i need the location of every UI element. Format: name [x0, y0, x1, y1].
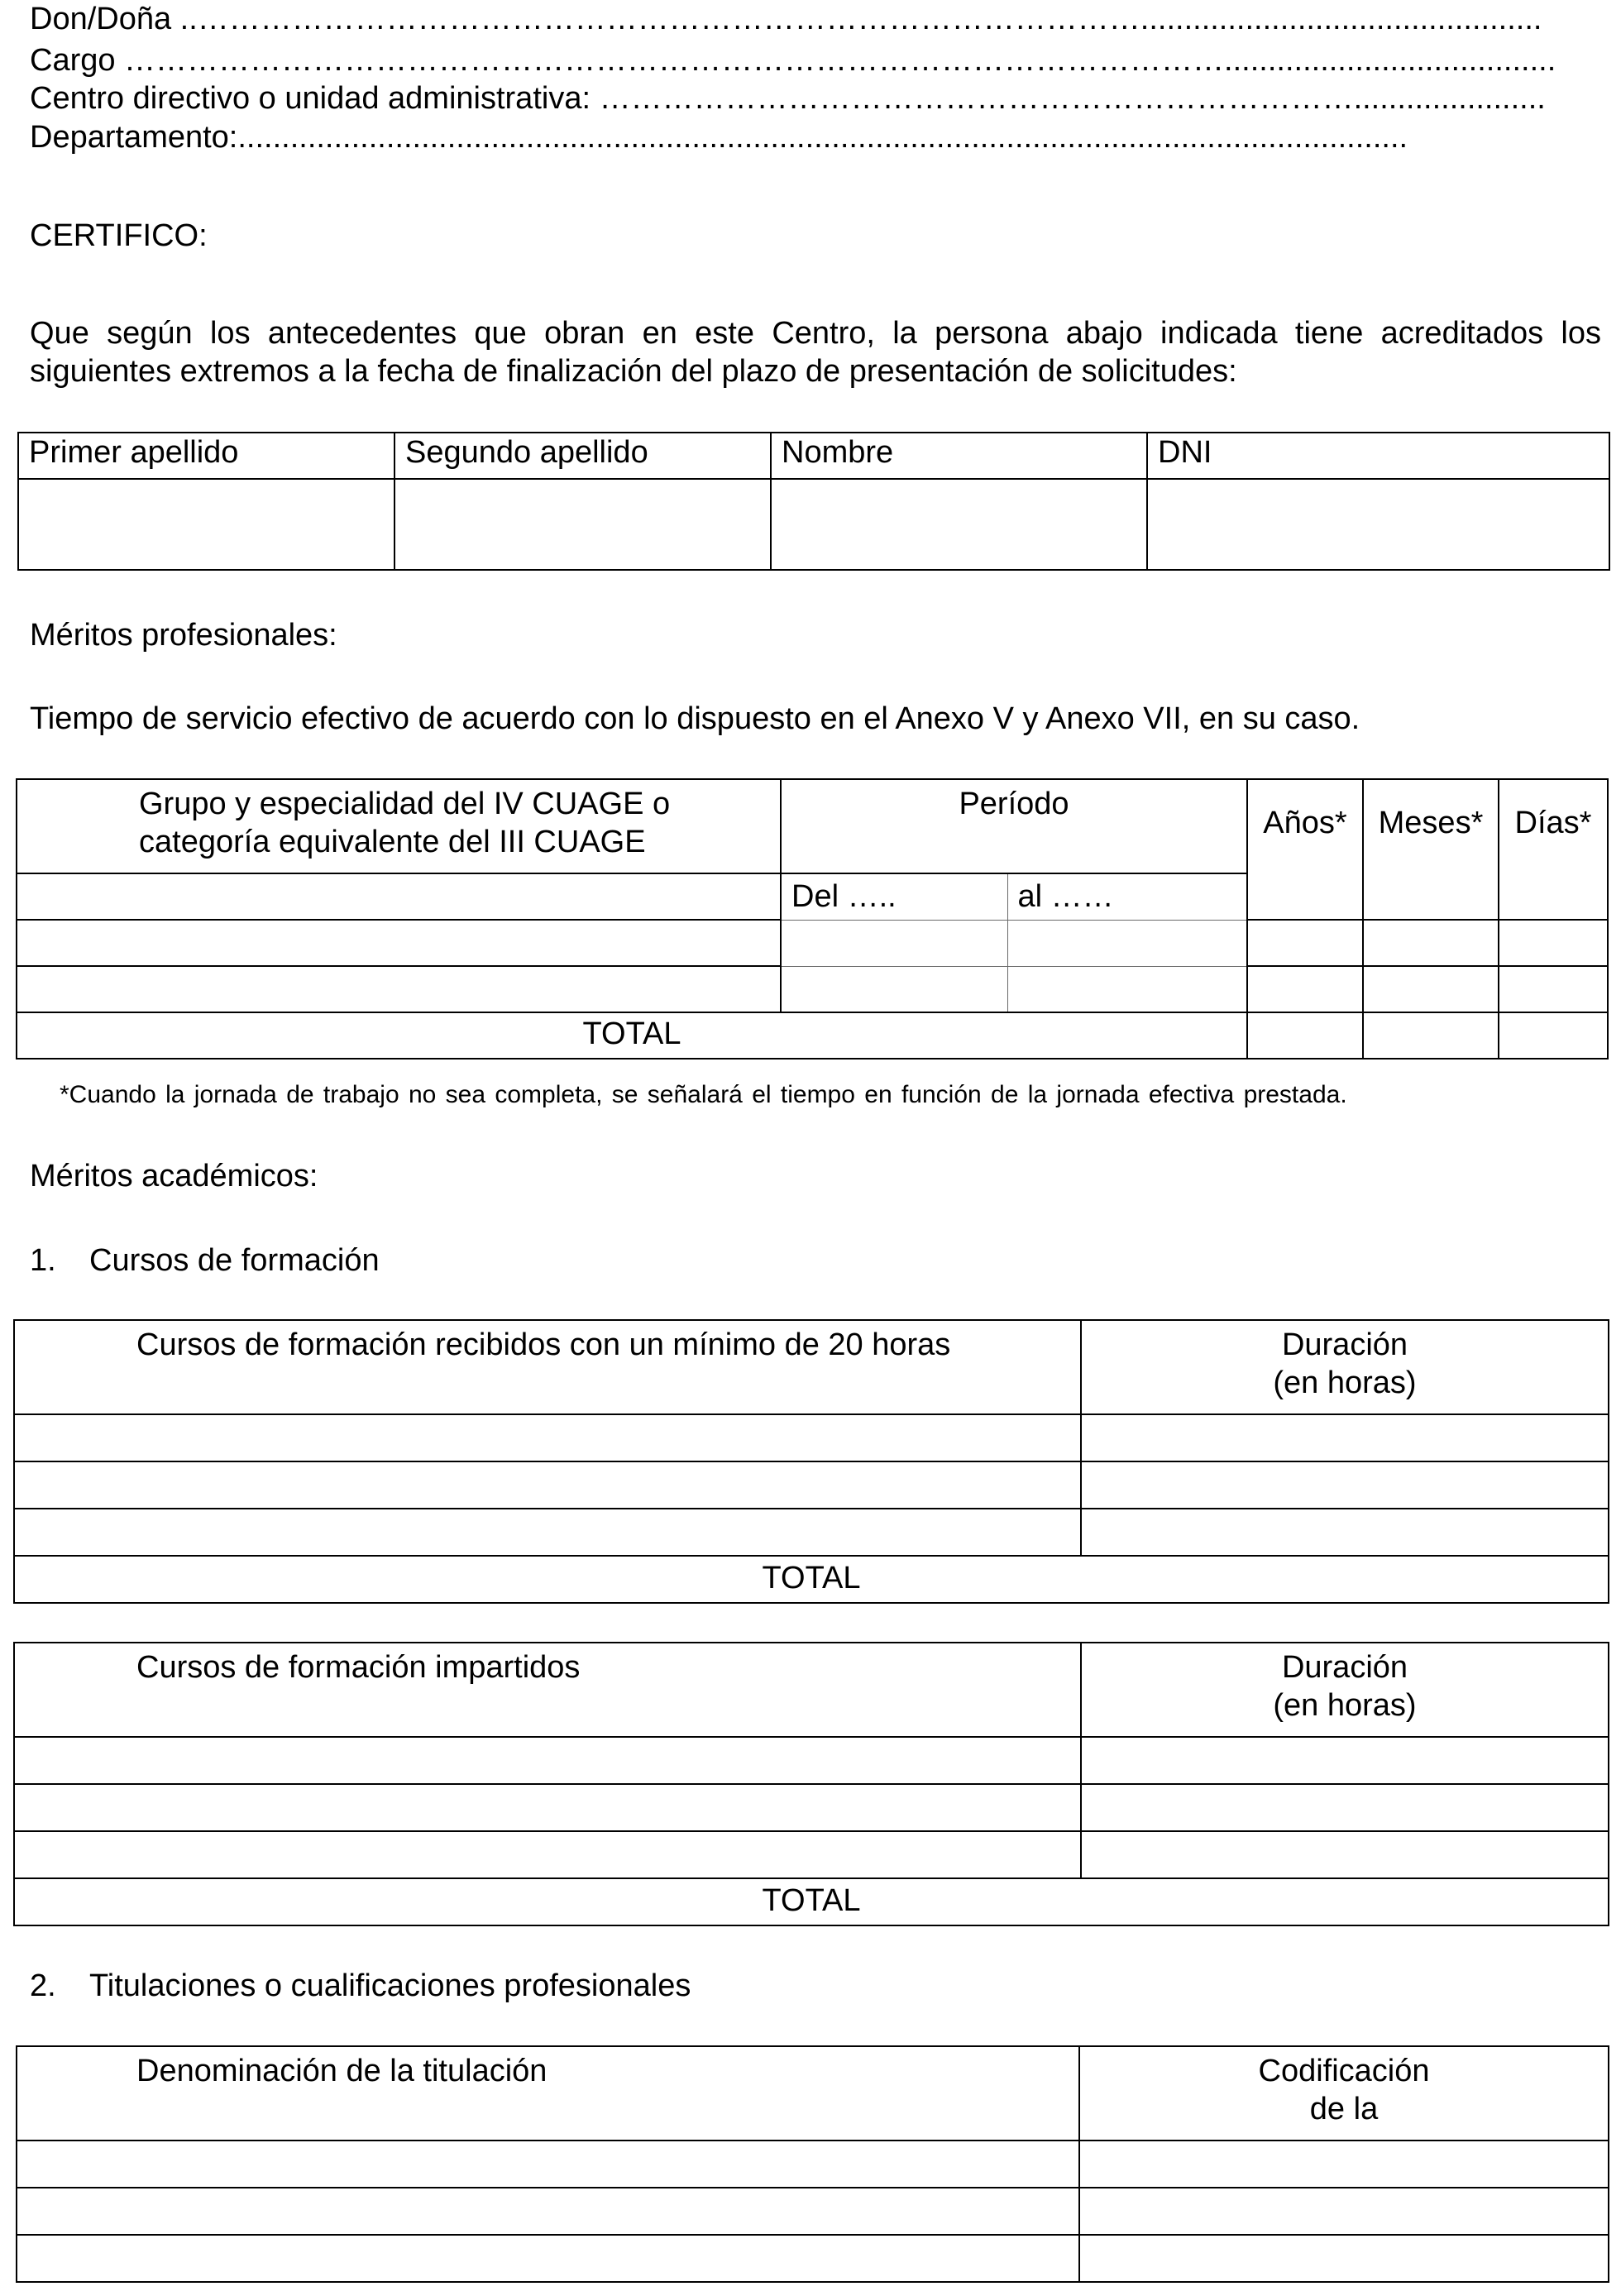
duracion-line-1: Duración: [1281, 1650, 1408, 1685]
header-cursos-recibidos: Cursos de formación recibidos con un mínimo de 20 horas: [14, 1320, 1081, 1414]
table-row: [14, 1737, 1609, 1784]
header-periodo: Período: [781, 779, 1247, 873]
cursos-recibidos-table: [13, 1319, 1609, 1604]
table-row: [14, 1461, 1609, 1509]
header-meses: Meses*: [1363, 779, 1499, 920]
cell-dias[interactable]: [1499, 966, 1608, 1012]
field-departamento: Departamento:......................................................................................................................................: [30, 120, 1408, 155]
header-duracion-recibidos: [1081, 1320, 1609, 1414]
codificacion-line-2: de la: [1309, 2092, 1379, 2126]
header-denominacion-titulacion: Denominación de la titulación: [17, 2046, 1079, 2141]
service-total-label: TOTAL: [17, 1012, 1247, 1059]
codificacion-line-1: Codificación: [1258, 2054, 1430, 2088]
cell-segundo-apellido[interactable]: [394, 479, 771, 570]
intro-paragraph: Que según los antecedentes que obran en este Centro, la persona abajo indicada tiene acreditados los siguientes extremos a la fecha de finalización del plazo de presentación de solicitudes:: [30, 316, 1601, 389]
cell-grupo[interactable]: [17, 966, 781, 1012]
header-segundo-apellido: Segundo apellido: [394, 433, 771, 479]
cell-al[interactable]: [1007, 966, 1247, 1012]
header-duracion-impartidos: [1081, 1643, 1609, 1737]
cell-del[interactable]: [781, 966, 1007, 1012]
cell-titulacion[interactable]: [17, 2188, 1079, 2235]
cell-curso[interactable]: [14, 1784, 1081, 1831]
table-row: [17, 2235, 1609, 2282]
table-row: [14, 1509, 1609, 1556]
header-al: al ……: [1007, 873, 1247, 920]
table-row: [17, 966, 1608, 1012]
cell-curso[interactable]: [14, 1509, 1081, 1556]
footnote-jornada: *Cuando la jornada de trabajo no sea completa, se señalará el tiempo en función de la jornada efectiva prestada.: [60, 1081, 1347, 1108]
cell-del[interactable]: [781, 920, 1007, 966]
header-codificacion: [1079, 2046, 1609, 2141]
duracion-line-2: (en horas): [1273, 1688, 1417, 1723]
cell-dni[interactable]: [1147, 479, 1609, 570]
cell-titulacion[interactable]: [17, 2141, 1079, 2188]
grupo-line-2: categoría equivalente del III CUAGE: [139, 825, 646, 859]
cell-duracion[interactable]: [1081, 1414, 1609, 1461]
duracion-line-1: Duración: [1281, 1327, 1408, 1362]
cell-duracion[interactable]: [1081, 1784, 1609, 1831]
cell-meses[interactable]: [1363, 966, 1499, 1012]
table-row: [17, 2141, 1609, 2188]
header-del: Del …..: [781, 873, 1007, 920]
total-meses[interactable]: [1363, 1012, 1499, 1059]
section-1-number: 1.: [30, 1243, 56, 1278]
field-cargo: Cargo ……………………………………………………………………………………………......................................: [30, 43, 1556, 78]
meritos-profesionales-heading: Méritos profesionales:: [30, 618, 337, 653]
header-dni: DNI: [1147, 433, 1609, 479]
grupo-subrow-cell: [17, 873, 781, 920]
cell-curso[interactable]: [14, 1414, 1081, 1461]
grupo-line-1: Grupo y especialidad del IV CUAGE o: [139, 787, 671, 821]
total-anos[interactable]: [1247, 1012, 1363, 1059]
table-row: [14, 1414, 1609, 1461]
meritos-profesionales-description: Tiempo de servicio efectivo de acuerdo con lo dispuesto en el Anexo V y Anexo VII, en su caso.: [30, 701, 1360, 736]
cell-titulacion[interactable]: [17, 2235, 1079, 2282]
identity-table: [17, 432, 1610, 571]
header-dias: Días*: [1499, 779, 1608, 920]
cell-curso[interactable]: [14, 1737, 1081, 1784]
titulaciones-table: [16, 2045, 1609, 2283]
certifico-heading: CERTIFICO:: [30, 218, 208, 253]
cell-curso[interactable]: [14, 1831, 1081, 1878]
table-row: [14, 1831, 1609, 1878]
cell-codificacion[interactable]: [1079, 2188, 1609, 2235]
table-row: [17, 920, 1608, 966]
cell-meses[interactable]: [1363, 920, 1499, 966]
table-row: [17, 2188, 1609, 2235]
section-2-number: 2.: [30, 1968, 56, 2003]
cell-anos[interactable]: [1247, 920, 1363, 966]
header-primer-apellido: Primer apellido: [18, 433, 394, 479]
field-centro-directivo: Centro directivo o unidad administrativa: ………………………………………………………………......................: [30, 81, 1546, 116]
duracion-line-2: (en horas): [1273, 1366, 1417, 1400]
header-nombre: Nombre: [771, 433, 1147, 479]
cell-primer-apellido[interactable]: [18, 479, 394, 570]
meritos-academicos-heading: Méritos académicos:: [30, 1159, 318, 1193]
cell-duracion[interactable]: [1081, 1461, 1609, 1509]
service-time-table: [16, 778, 1609, 1060]
cell-duracion[interactable]: [1081, 1509, 1609, 1556]
section-2-title: Titulaciones o cualificaciones profesionales: [89, 1968, 691, 2003]
cell-codificacion[interactable]: [1079, 2141, 1609, 2188]
total-dias[interactable]: [1499, 1012, 1608, 1059]
field-don-dona: Don/Doña ..………………………………………………………………………………..............................................: [30, 2, 1542, 36]
table-row: [14, 1784, 1609, 1831]
section-1-title: Cursos de formación: [89, 1243, 380, 1278]
cell-dias[interactable]: [1499, 920, 1608, 966]
header-cursos-impartidos: Cursos de formación impartidos: [14, 1643, 1081, 1737]
header-grupo-especialidad: [17, 779, 781, 873]
cell-duracion[interactable]: [1081, 1737, 1609, 1784]
cell-al[interactable]: [1007, 920, 1247, 966]
cursos-impartidos-table: [13, 1642, 1609, 1926]
cell-anos[interactable]: [1247, 966, 1363, 1012]
recibidos-total-label: TOTAL: [14, 1556, 1609, 1603]
cell-duracion[interactable]: [1081, 1831, 1609, 1878]
impartidos-total-label: TOTAL: [14, 1878, 1609, 1925]
cell-grupo[interactable]: [17, 920, 781, 966]
cell-curso[interactable]: [14, 1461, 1081, 1509]
header-anos: Años*: [1247, 779, 1363, 920]
cell-codificacion[interactable]: [1079, 2235, 1609, 2282]
cell-nombre[interactable]: [771, 479, 1147, 570]
